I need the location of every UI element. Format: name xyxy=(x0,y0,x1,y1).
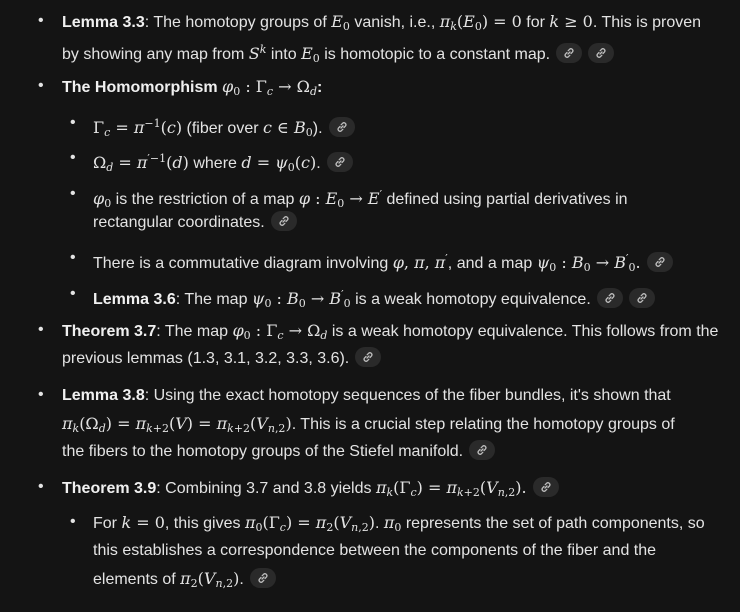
theorem-3-7-label: Theorem 3.7 xyxy=(62,323,157,340)
lemma-3-3-label: Lemma 3.3 xyxy=(62,14,145,31)
bullet: • xyxy=(70,149,76,166)
bullet: • xyxy=(70,249,76,266)
bullet: • xyxy=(70,114,76,131)
theorem-3-9-label: Theorem 3.9 xyxy=(62,480,157,497)
citation-chip[interactable] xyxy=(329,117,355,137)
link-icon xyxy=(475,443,489,457)
lemma-3-6-label: Lemma 3.6 xyxy=(93,291,176,308)
citation-chip[interactable] xyxy=(327,152,353,172)
bullet: • xyxy=(38,12,44,29)
citation-chip[interactable] xyxy=(469,440,495,460)
link-icon xyxy=(653,255,667,269)
link-icon xyxy=(562,46,576,60)
citation-chip[interactable] xyxy=(556,43,582,63)
citation-chip[interactable] xyxy=(355,347,381,367)
link-icon xyxy=(539,480,553,494)
citation-chip[interactable] xyxy=(271,211,297,231)
link-icon xyxy=(335,120,349,134)
bullet: • xyxy=(38,478,44,495)
bullet: • xyxy=(38,321,44,338)
citation-chip[interactable] xyxy=(533,477,559,497)
link-icon xyxy=(603,291,617,305)
lemma-3-8-label: Lemma 3.8 xyxy=(62,387,145,404)
bullet: • xyxy=(70,285,76,302)
link-icon xyxy=(635,291,649,305)
citation-chip[interactable] xyxy=(597,288,623,308)
response-content: • Lemma 3.3: The homotopy groups of $E_0$ vanish, i.e., $\pi_k(E_0) = 0$ for k ≥ 0. This is proven by showing any map from $S^k$ into $E_0$ is homotopic to a constant map. • The Homomorphism $\varphi_0$ : $\Gamma_c \to \Omega_d$: • $\Gamma_c = \pi^{-1}(c)$ (fiber over c ∈ $B_0$). • $\Omega_d = \pi^{'-1}(d)$ where $d = \psi_0(c)$. • $\varphi_0$ is the restriction of a map φ : $E_0 \to E'$ defined using partial derivatives in rectangular coordinates. • There is a commutative diagram involving φ, π, π′, and a map $\psi_0$ : $B_0 \to B'_0$. • Lemma 3.6: The map $\psi_0$ : $B_0 \to B'_0$ is a weak homotopy equivalence. • Theorem 3.7: The map $\varphi_0$ : $\Gamma_c \to \Omega_d$ is a weak homotopy equivalence. This follows from the previous lemmas (1.3, 3.1, 3.2, 3.3, 3.6). • Lemma 3.8: Using the exact homotopy sequences of the fiber bundles, it's shown that $\pi_k(\Omega_d) = \pi_{k+2}(V) = \pi_{k+2}(V_{n,2})$. This is a crucial step relating the homotopy groups of the fibers to the homotopy groups of the Stiefel manifold. • Theorem 3.9: Combining 3.7 and 3.8 yields $\pi_k(\Gamma_c) = \pi_{k+2}(V_{n,2})$. • For k = 0, this gives $\pi_0(\Gamma_c) = \pi_2(V_{n,2})$. $\pi_0$ represents the set of path components, so this establishes a correspondence between the components of the fiber and the elements of $\pi_2(V_{n,2})$. xyxy=(38,12,719,590)
bullet: • xyxy=(70,513,76,530)
citation-chip[interactable] xyxy=(647,252,673,272)
link-icon xyxy=(277,214,291,228)
bullet: • xyxy=(38,386,44,403)
citation-chip[interactable] xyxy=(588,43,614,63)
homomorphism-heading: The Homomorphism xyxy=(62,79,218,96)
citation-chip[interactable] xyxy=(629,288,655,308)
link-icon xyxy=(361,350,375,364)
bullet: • xyxy=(70,185,76,202)
link-icon xyxy=(333,155,347,169)
link-icon xyxy=(594,46,608,60)
citation-chip[interactable] xyxy=(250,568,276,588)
bullet: • xyxy=(38,77,44,94)
link-icon xyxy=(256,571,270,585)
